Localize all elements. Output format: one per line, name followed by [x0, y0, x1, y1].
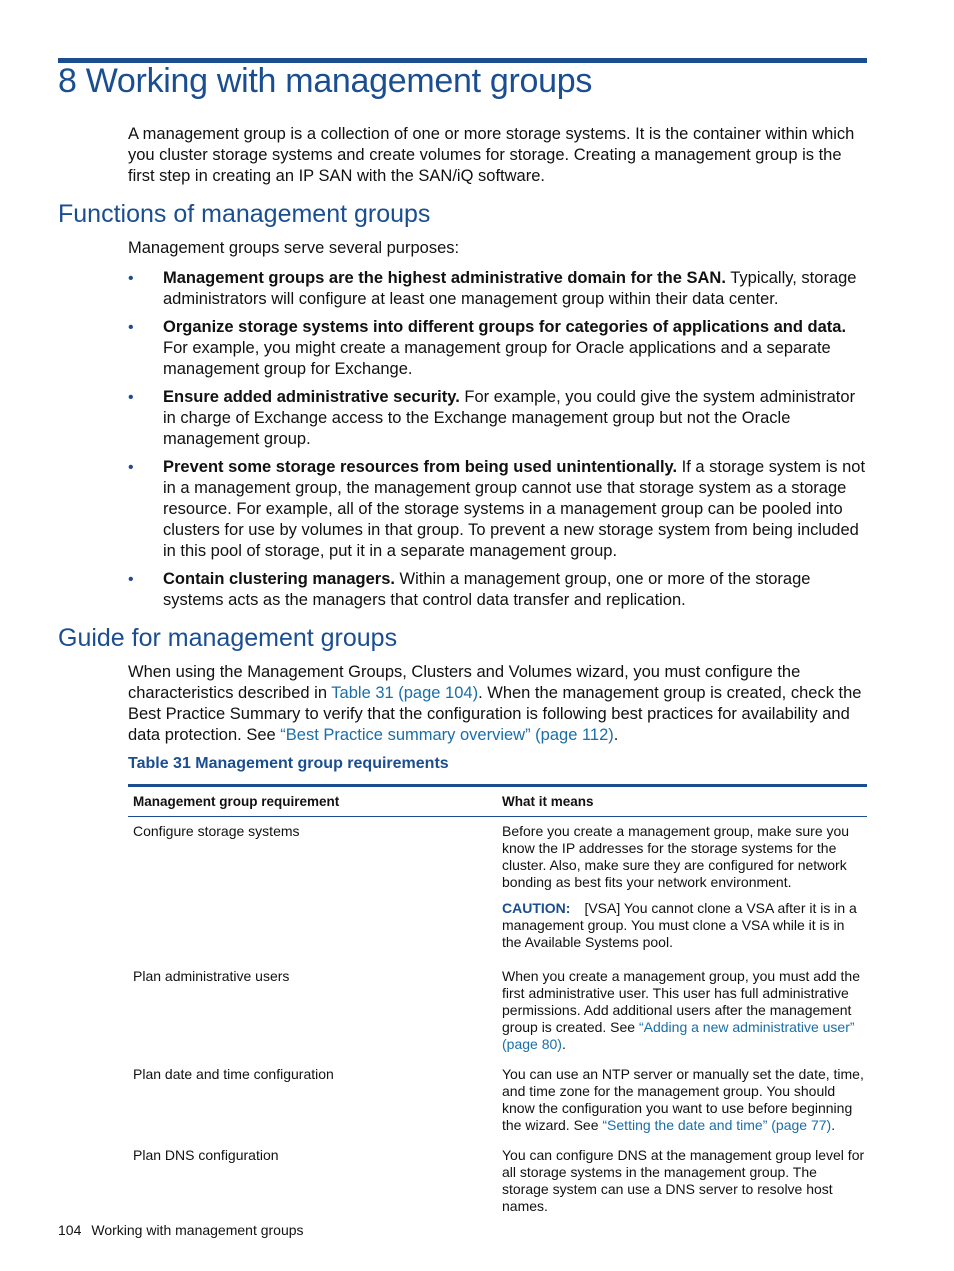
bullet-bold: Contain clustering managers. — [163, 570, 395, 588]
meaning-text-part: When you create a management group, you must add the first administrative user. This user has full administrative permissions. Add additional users after the management group is created. See — [502, 968, 860, 1035]
meaning-cell — [498, 1066, 867, 1134]
caution-note — [502, 900, 867, 951]
requirements-table — [128, 784, 867, 1215]
functions-list — [128, 268, 868, 618]
bullet-text: If a storage system is not in a management group, the management group cannot use that storage system as a storage resource. For example, all of the storage systems in a management group can be pooled into clusters for use by volumes in that group. To prevent a new storage system from being included in this pool of storage, put it in a separate management group. — [163, 458, 866, 560]
list-item — [128, 457, 868, 562]
guide-paragraph — [128, 662, 868, 746]
page-number: 104 — [58, 1222, 82, 1238]
intro-paragraph: A management group is a collection of one or more storage systems. It is the container within which you cluster storage systems and create volumes for storage. Creating a management group is the first step in creating an IP SAN with the SAN/iQ software. — [128, 125, 855, 185]
meaning-text — [502, 1066, 867, 1134]
guide-text: . When the management group is created, check the Best Practice Summary to verify that the configuration is following best practices for availability and data protection. See — [128, 684, 862, 744]
requirement-cell: Plan DNS configuration — [133, 1147, 279, 1163]
bullet-bold: Management groups are the highest administrative domain for the SAN. — [163, 269, 726, 287]
meaning-text — [502, 968, 867, 1053]
requirement-cell: Plan date and time configuration — [133, 1066, 334, 1082]
requirement-cell: Plan administrative users — [133, 968, 290, 984]
guide-text: . — [613, 726, 619, 744]
bullet-icon: • — [128, 459, 134, 476]
table-row — [128, 1066, 867, 1134]
bullet-bold: Organize storage systems into different groups for categories of applications and data. — [163, 318, 847, 336]
meaning-cell — [498, 968, 867, 1053]
table-header — [128, 787, 867, 817]
bullet-text: Within a management group, one or more of the storage systems acts as the managers that control data transfer and replication. — [163, 570, 811, 609]
column-header-requirement: Management group requirement — [133, 794, 340, 809]
list-item — [128, 387, 868, 450]
admin-user-link[interactable]: “Adding a new administrative user” (page 80) — [502, 1019, 855, 1052]
table-row — [128, 823, 867, 951]
requirement-cell: Configure storage systems — [133, 823, 300, 839]
caution-label: CAUTION: — [502, 900, 571, 916]
column-header-meaning: What it means — [502, 794, 594, 809]
meaning-text-part: . — [831, 1117, 836, 1133]
bullet-text: For example, you might create a management group for Oracle applications and a separate management group for Exchange. — [163, 339, 831, 378]
bullet-text: For example, you could give the system administrator in charge of Exchange access to the Exchange management group but not the Oracle management group. — [163, 388, 856, 448]
meaning-text: You can configure DNS at the management group level for all storage systems in the management group. The storage system can use a DNS server to resolve host names. — [502, 1147, 865, 1214]
functions-heading: Functions of management groups — [58, 200, 431, 228]
best-practice-link[interactable]: “Best Practice summary overview” (page 112) — [280, 726, 614, 744]
caution-text: [VSA] You cannot clone a VSA after it is in a management group. You must clone a VSA while it is in the Available Systems pool. — [502, 900, 857, 950]
date-time-link[interactable]: “Setting the date and time” (page 77) — [602, 1117, 832, 1133]
table-31-link[interactable]: Table 31 (page 104) — [331, 684, 479, 702]
meaning-cell — [498, 1147, 867, 1215]
table-row — [128, 968, 867, 1053]
bullet-icon: • — [128, 319, 134, 336]
meaning-cell — [498, 823, 867, 951]
list-item — [128, 268, 868, 310]
list-item — [128, 317, 868, 380]
bullet-icon: • — [128, 571, 134, 588]
chapter-title: 8 Working with management groups — [58, 62, 593, 100]
bullet-text: Typically, storage administrators will configure at least one management group within their data center. — [163, 269, 857, 308]
bullet-icon: • — [128, 270, 134, 287]
page-footer — [58, 1222, 304, 1238]
bullet-bold: Ensure added administrative security. — [163, 388, 460, 406]
list-item — [128, 569, 868, 611]
guide-heading: Guide for management groups — [58, 624, 398, 652]
functions-lead: Management groups serve several purposes: — [128, 239, 460, 257]
meaning-text: Before you create a management group, make sure you know the IP addresses for the storage systems for the cluster. Also, make sure they are configured for network bonding as best fits your network environment. — [502, 823, 850, 890]
meaning-text-part: . — [561, 1036, 566, 1052]
table-caption: Table 31 Management group requirements — [128, 755, 449, 772]
guide-text: When using the Management Groups, Clusters and Volumes wizard, you must configure the characteristics described in — [128, 663, 801, 702]
table-row — [128, 1147, 867, 1215]
meaning-text-part: You can use an NTP server or manually set the date, time, and time zone for the management group. You should know the configuration you want to use before beginning the wizard. See — [502, 1066, 864, 1133]
footer-section: Working with management groups — [91, 1222, 304, 1238]
bullet-icon: • — [128, 389, 134, 406]
bullet-bold: Prevent some storage resources from being used unintentionally. — [163, 458, 678, 476]
